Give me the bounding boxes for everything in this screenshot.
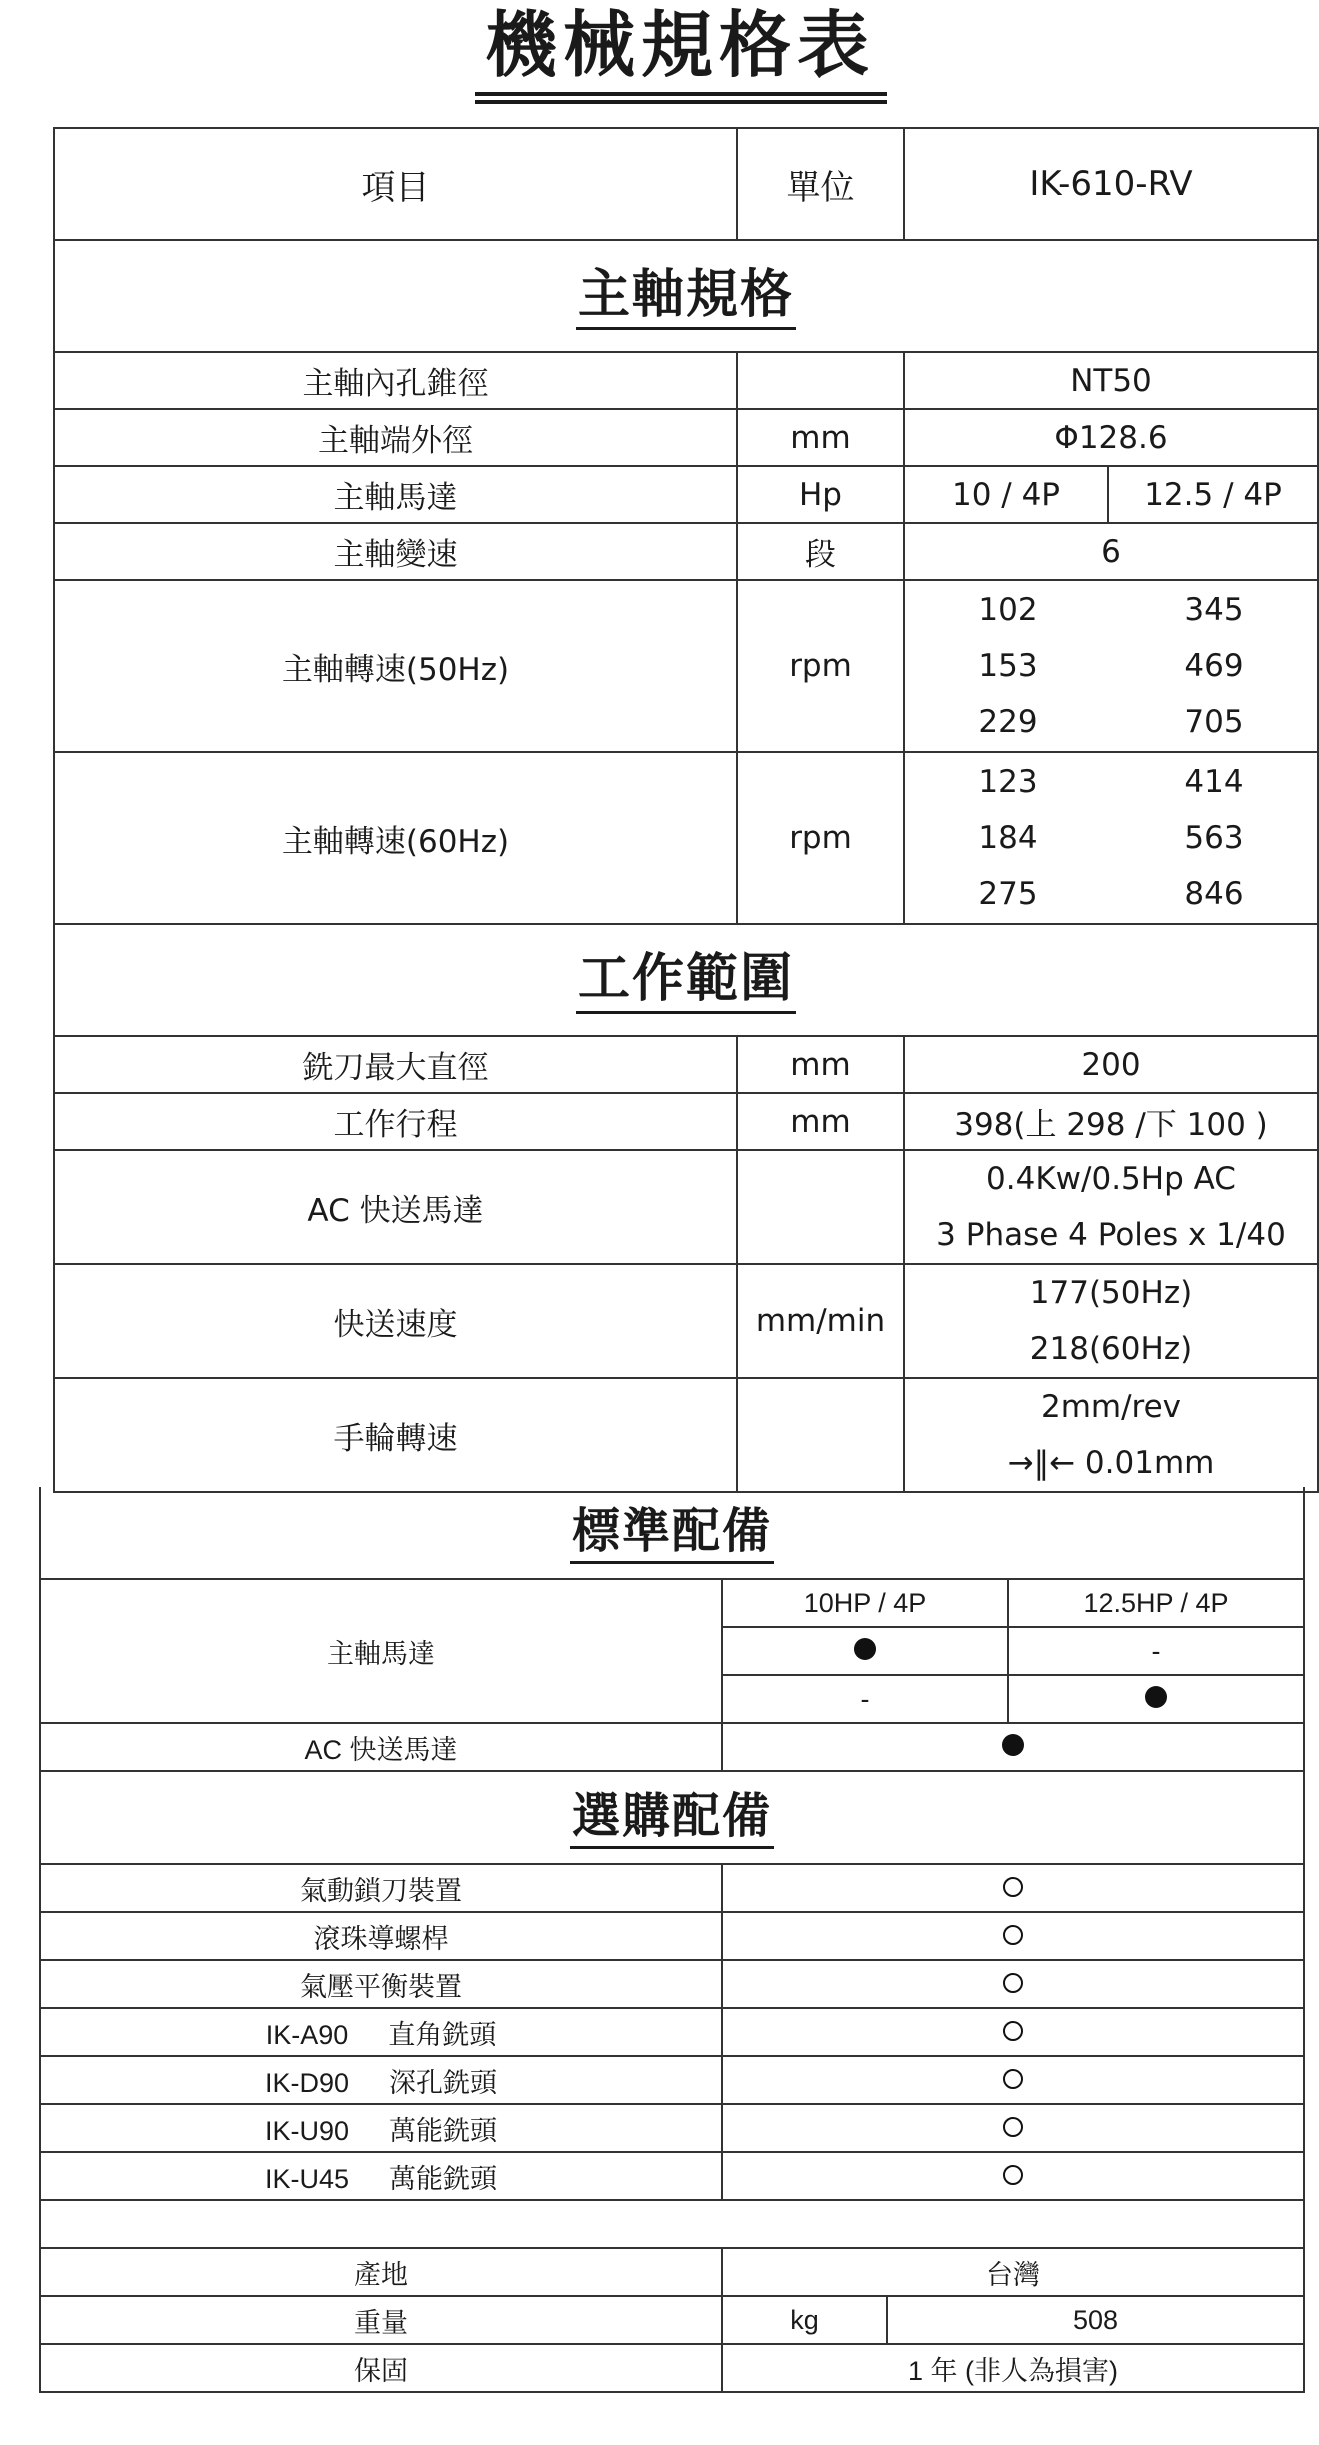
filled-dot-icon — [1145, 1686, 1167, 1708]
row-unit: mm/min — [737, 1264, 904, 1378]
row-label: 主軸轉速(50Hz) — [54, 580, 737, 752]
speed-value: 469 — [1184, 648, 1244, 684]
table-row — [54, 352, 1318, 409]
row-value: 200 — [904, 1036, 1318, 1093]
table-row — [40, 2008, 1304, 2056]
row-label: 滾珠導螺桿 — [40, 1912, 722, 1960]
row-unit: Hp — [737, 466, 904, 523]
section-row-optional — [40, 1771, 1304, 1864]
row-unit — [737, 352, 904, 409]
speed-values-50hz — [905, 582, 1317, 750]
row-label: 氣動鎖刀裝置 — [40, 1864, 722, 1912]
table-row — [40, 2344, 1304, 2392]
table-row — [54, 752, 1318, 924]
row-label: 保固 — [40, 2344, 722, 2392]
speed-value: 153 — [978, 648, 1038, 684]
row-unit: mm — [737, 1093, 904, 1150]
row-value-a: 10 / 4P — [904, 466, 1108, 523]
row-value-b: 12.5 / 4P — [1108, 466, 1318, 523]
blank-row — [40, 2200, 1304, 2248]
row-label: 氣壓平衡裝置 — [40, 1960, 722, 2008]
row-label: 主軸端外徑 — [54, 409, 737, 466]
table-row — [40, 1864, 1304, 1912]
filled-dot-icon — [854, 1638, 876, 1660]
row-label: 主軸內孔錐徑 — [54, 352, 737, 409]
speed-value: 563 — [1184, 820, 1244, 856]
table-row — [54, 1093, 1318, 1150]
row-value-line: 218(60Hz) — [1029, 1331, 1193, 1367]
row-unit: rpm — [737, 752, 904, 924]
row-value: Φ128.6 — [904, 409, 1318, 466]
section-title-spindle: 主軸規格 — [576, 263, 796, 330]
row-value-line: →‖← 0.01mm — [1007, 1445, 1215, 1481]
row-label: 手輪轉速 — [54, 1378, 737, 1492]
filled-dot-icon — [1002, 1734, 1024, 1756]
section-row-work — [54, 924, 1318, 1036]
row-label: 銑刀最大直徑 — [54, 1036, 737, 1093]
table-row — [54, 1036, 1318, 1093]
speed-values-60hz — [905, 754, 1317, 922]
column-header-b: 12.5HP / 4P — [1008, 1579, 1304, 1627]
row-label: 主軸馬達 — [40, 1579, 722, 1723]
open-circle-icon — [1003, 1973, 1023, 1993]
speed-value: 184 — [978, 820, 1038, 856]
row-label: AC 快送馬達 — [40, 1723, 722, 1771]
header-item: 項目 — [54, 128, 737, 240]
dash-value: - — [1008, 1627, 1304, 1675]
option-code: IK-U90 — [264, 2115, 350, 2146]
section-title-optional: 選購配備 — [570, 1786, 774, 1849]
speed-value: 275 — [978, 876, 1038, 912]
table-row — [40, 2152, 1304, 2200]
equipment-table — [39, 1487, 1305, 2393]
row-label: 產地 — [40, 2248, 722, 2296]
table-row — [40, 1912, 1304, 1960]
row-label: 主軸馬達 — [54, 466, 737, 523]
table-header-row — [54, 128, 1318, 240]
row-value: 台灣 — [722, 2248, 1304, 2296]
header-model: IK-610-RV — [904, 128, 1318, 240]
table-row — [54, 1150, 1318, 1264]
dash-value: - — [722, 1675, 1008, 1723]
row-label: AC 快送馬達 — [54, 1150, 737, 1264]
row-label: 重量 — [40, 2296, 722, 2344]
speed-value: 345 — [1184, 592, 1244, 628]
title-underline-top — [475, 92, 887, 96]
row-unit — [737, 1378, 904, 1492]
section-row-spindle — [54, 240, 1318, 352]
option-code: IK-U45 — [264, 2163, 350, 2194]
row-label: 主軸轉速(60Hz) — [54, 752, 737, 924]
row-unit: 段 — [737, 523, 904, 580]
column-header-a: 10HP / 4P — [722, 1579, 1008, 1627]
table-row — [54, 409, 1318, 466]
row-label: 快送速度 — [54, 1264, 737, 1378]
row-value-line: 3 Phase 4 Poles x 1/40 — [936, 1217, 1286, 1253]
speed-value: 414 — [1184, 764, 1244, 800]
page-title: 機械規格表 — [484, 3, 875, 87]
row-value: 508 — [887, 2296, 1304, 2344]
open-circle-icon — [1003, 2021, 1023, 2041]
option-name: 萬能銑頭 — [389, 2115, 498, 2146]
table-row — [40, 2248, 1304, 2296]
speed-value: 705 — [1184, 704, 1244, 740]
option-name: 直角銑頭 — [388, 2019, 497, 2050]
row-unit: mm — [737, 409, 904, 466]
speed-value: 123 — [978, 764, 1038, 800]
table-row — [40, 1579, 1304, 1627]
table-row — [40, 2056, 1304, 2104]
row-label: 主軸變速 — [54, 523, 737, 580]
table-row — [40, 2104, 1304, 2152]
row-unit — [737, 1150, 904, 1264]
open-circle-icon — [1003, 2069, 1023, 2089]
option-code: IK-D90 — [264, 2067, 350, 2098]
row-unit: mm — [737, 1036, 904, 1093]
header-unit: 單位 — [737, 128, 904, 240]
spec-table — [53, 127, 1319, 1493]
option-code: IK-A90 — [265, 2019, 349, 2050]
open-circle-icon — [1003, 1925, 1023, 1945]
table-row — [40, 1723, 1304, 1771]
option-name: 深孔銑頭 — [389, 2067, 498, 2098]
section-row-standard — [40, 1487, 1304, 1579]
table-row — [54, 466, 1318, 523]
row-value: NT50 — [904, 352, 1318, 409]
open-circle-icon — [1003, 2117, 1023, 2137]
open-circle-icon — [1003, 2165, 1023, 2185]
row-value: 398(上 298 /下 100 ) — [904, 1093, 1318, 1150]
speed-value: 846 — [1184, 876, 1244, 912]
option-name: 萬能銑頭 — [389, 2163, 498, 2194]
open-circle-icon — [1003, 1877, 1023, 1897]
table-row — [54, 1264, 1318, 1378]
row-unit: kg — [722, 2296, 887, 2344]
row-value-line: 0.4Kw/0.5Hp AC — [986, 1161, 1236, 1197]
row-value-line: 2mm/rev — [1040, 1389, 1182, 1425]
table-row — [54, 580, 1318, 752]
page-title-block — [0, 0, 1319, 90]
table-row — [40, 2296, 1304, 2344]
table-row — [54, 1378, 1318, 1492]
speed-value: 102 — [978, 592, 1038, 628]
table-row — [54, 523, 1318, 580]
section-title-standard: 標準配備 — [570, 1501, 774, 1564]
row-value: 6 — [904, 523, 1318, 580]
speed-value: 229 — [978, 704, 1038, 740]
table-row — [40, 1960, 1304, 2008]
row-value-line: 177(50Hz) — [1029, 1275, 1193, 1311]
title-underline-bottom — [475, 100, 887, 104]
row-label: 工作行程 — [54, 1093, 737, 1150]
row-value: 1 年 (非人為損害) — [722, 2344, 1304, 2392]
row-unit: rpm — [737, 580, 904, 752]
section-title-work: 工作範圍 — [576, 947, 796, 1014]
